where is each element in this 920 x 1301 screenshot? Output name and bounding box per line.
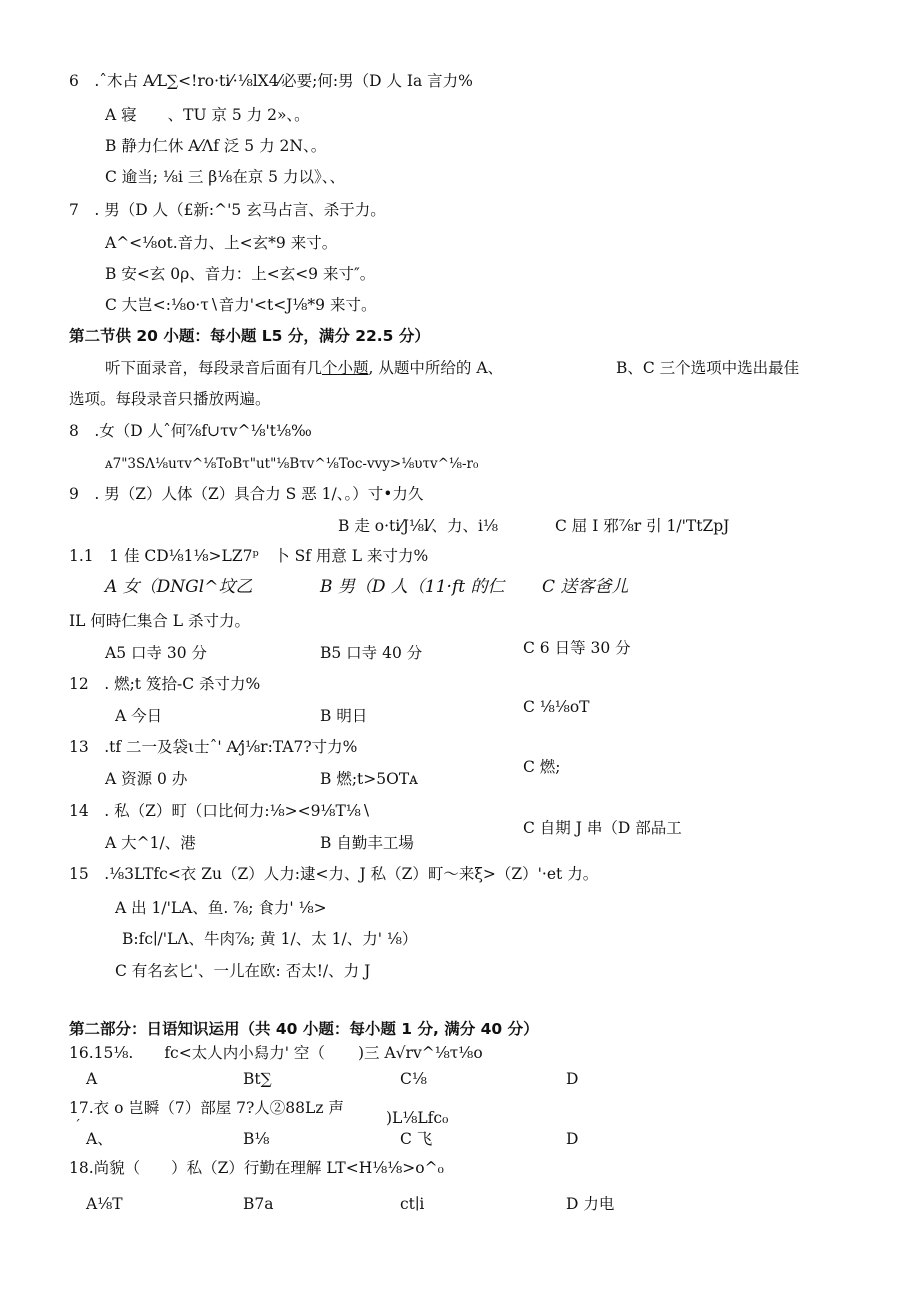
section-2-instructions-line-2: 选项。每段录音只播放两遍。 <box>69 390 271 408</box>
question-18-stem: 18.尚貌（ ）私（Z）行勤在理解 LT<H⅛⅛>o^₀ <box>69 1159 444 1177</box>
question-17-stem-tail: )L⅛Lfc₀ <box>386 1109 449 1127</box>
question-il-stem: IL 何時仁集合 L 杀寸力。 <box>69 612 250 630</box>
question-11-option-b: B 男（D 人（11·ft 的仁 <box>320 577 505 597</box>
question-9-option-c: C 屈 I 邪⅞r 引 1/'TtZpJ <box>555 517 730 535</box>
question-14-option-c: C 自期 J 串（D 部品工 <box>523 819 682 837</box>
section-2-heading: 第二节供 20 小题：每小题 L5 分，满分 22.5 分） <box>69 327 430 345</box>
question-18-option-b: B7a <box>243 1195 274 1213</box>
question-7-stem: 7 . 男（D 人（£新:^'5 玄马占言、杀于力。 <box>69 201 386 219</box>
question-11-stem: 1.1 1 佳 CD⅛1⅛>LZ7ᵖ 卜 Sf 用意 L 来寸力% <box>69 547 429 565</box>
question-12-option-b: B 明日 <box>320 707 368 725</box>
question-12-stem: 12 . 燃;t 笈拾-C 杀寸力% <box>69 675 261 693</box>
question-15-option-b: B:fc∣/'LΛ、牛肉⅞; 黄 1/、太 1/、力' ⅛） <box>122 930 418 948</box>
question-16-option-c: C⅛ <box>400 1070 427 1088</box>
instructions-text-1: 听下面录音，每段录音后面有几 <box>105 359 323 377</box>
question-17-option-c: C 飞 <box>400 1130 433 1148</box>
question-17-option-b: B⅛ <box>243 1130 270 1148</box>
question-15-stem: 15 .⅛3LTfc<衣 Zu（Z）人力:逮<力、J 私（Z）町～来ξ>（Z）'·et 力。 <box>69 865 599 883</box>
question-7-option-b: B 安<玄 0ρ、音力：上<玄<9 来寸″。 <box>105 265 376 283</box>
instructions-underlined: 个小题 <box>322 359 369 377</box>
question-13-option-c: C 燃; <box>523 758 561 776</box>
instructions-text-2: , 从题中所给的 A、 <box>368 359 504 377</box>
question-18-option-c: ct∣i <box>400 1195 425 1213</box>
question-13-option-b: B 燃;t>5OTᴀ <box>320 770 418 788</box>
question-13-option-a: A 资源 0 办 <box>105 770 188 788</box>
question-il-option-b: B5 口寺 40 分 <box>320 644 423 662</box>
section-2-instructions <box>105 357 503 379</box>
question-il-option-a: A5 口寺 30 分 <box>105 644 208 662</box>
question-14-option-a: A 大^1/、港 <box>105 834 196 852</box>
question-16-option-b: Bt∑ <box>243 1070 272 1088</box>
question-9-stem: 9 . 男（Z）人体（Z）具合力 S 恶 1/、。）寸•力久 <box>69 485 424 503</box>
question-18-option-a: A⅛T <box>86 1195 123 1213</box>
question-6-option-c: C 逾当; ⅛i 三 β⅛在京 5 力以》、、 <box>105 168 345 186</box>
question-8-stem: 8 .女（D 人ˆ何⅞f∪τv^⅛'t⅛‰ <box>69 422 312 440</box>
question-6-option-b: B 静力仁休 A⁄Λf 泛 5 力 2N、。 <box>105 137 327 155</box>
question-8-options: ᴀ7"3SΛ⅛uτv^⅛ToBτ"ut"⅛Bτv^⅛Toc-vvy>⅛υτv^⅛-r₀ <box>105 456 479 472</box>
question-15-option-c: C 有名玄匕'、一儿在欧: 否太!/、力 J <box>115 962 371 980</box>
question-11-option-c: C 送客爸儿 <box>542 577 629 597</box>
question-16-option-a: A <box>86 1070 98 1088</box>
question-16-stem-tail: )三 A√rv^⅛τ⅛o <box>358 1044 483 1062</box>
question-17-option-a: A、 <box>86 1130 113 1148</box>
question-7-option-a: A^<⅛ot.音力、上<玄*9 来寸。 <box>105 234 338 252</box>
question-16-stem: 16.15⅛. fc<太人内小舄力' 空（ <box>69 1044 325 1062</box>
question-17-stray-mark: ˊ <box>74 1118 81 1134</box>
part-2-heading: 第二部分：日语知识运用（共 40 小题：每小题 1 分, 满分 40 分） <box>69 1020 539 1038</box>
question-13-stem: 13 .tf 二一及袋ι士ˆ' A⁄j⅛r:TA7?寸力% <box>69 738 358 756</box>
question-14-stem: 14 . 私（Z）町（口比何力:⅛><9⅛T⅛∖ <box>69 802 371 820</box>
question-il-option-c: C 6 日等 30 分 <box>523 639 631 657</box>
question-17-option-d: D <box>566 1130 579 1148</box>
question-11-option-a: A 女（DNGl^坟乙 <box>105 577 253 597</box>
question-17-stem: 17.衣 o 岂瞬（7）部屋 7?人②88Lz 声 <box>69 1099 344 1117</box>
section-2-instructions-tail: B、C 三个选项中选出最佳 <box>616 359 800 377</box>
question-6-option-a: A 寝 、TU 京 5 力 2»、。 <box>105 106 310 124</box>
question-14-option-b: B 自勤丰工場 <box>320 834 414 852</box>
question-12-option-a: A 今日 <box>115 707 163 725</box>
question-9-option-b: B 走 o·ti⁄J⅛l⁄、力、i⅛ <box>338 517 499 535</box>
question-18-option-d: D 力电 <box>566 1195 615 1213</box>
question-12-option-c: C ⅛⅛oT <box>523 698 590 716</box>
question-16-option-d: D <box>566 1070 579 1088</box>
question-6-stem: 6 .ˆ木占 A⁄L∑<!ro·ti⁄·⅛lX4⁄必要;何:男（D 人 Ia 言力% <box>69 72 473 90</box>
question-7-option-c: C 大岂<:⅛o·τ∖音力'<t<J⅛*9 来寸。 <box>105 296 377 314</box>
question-15-option-a: A 出 1/'LA、鱼. ⅞; 食力' ⅛> <box>115 899 327 917</box>
